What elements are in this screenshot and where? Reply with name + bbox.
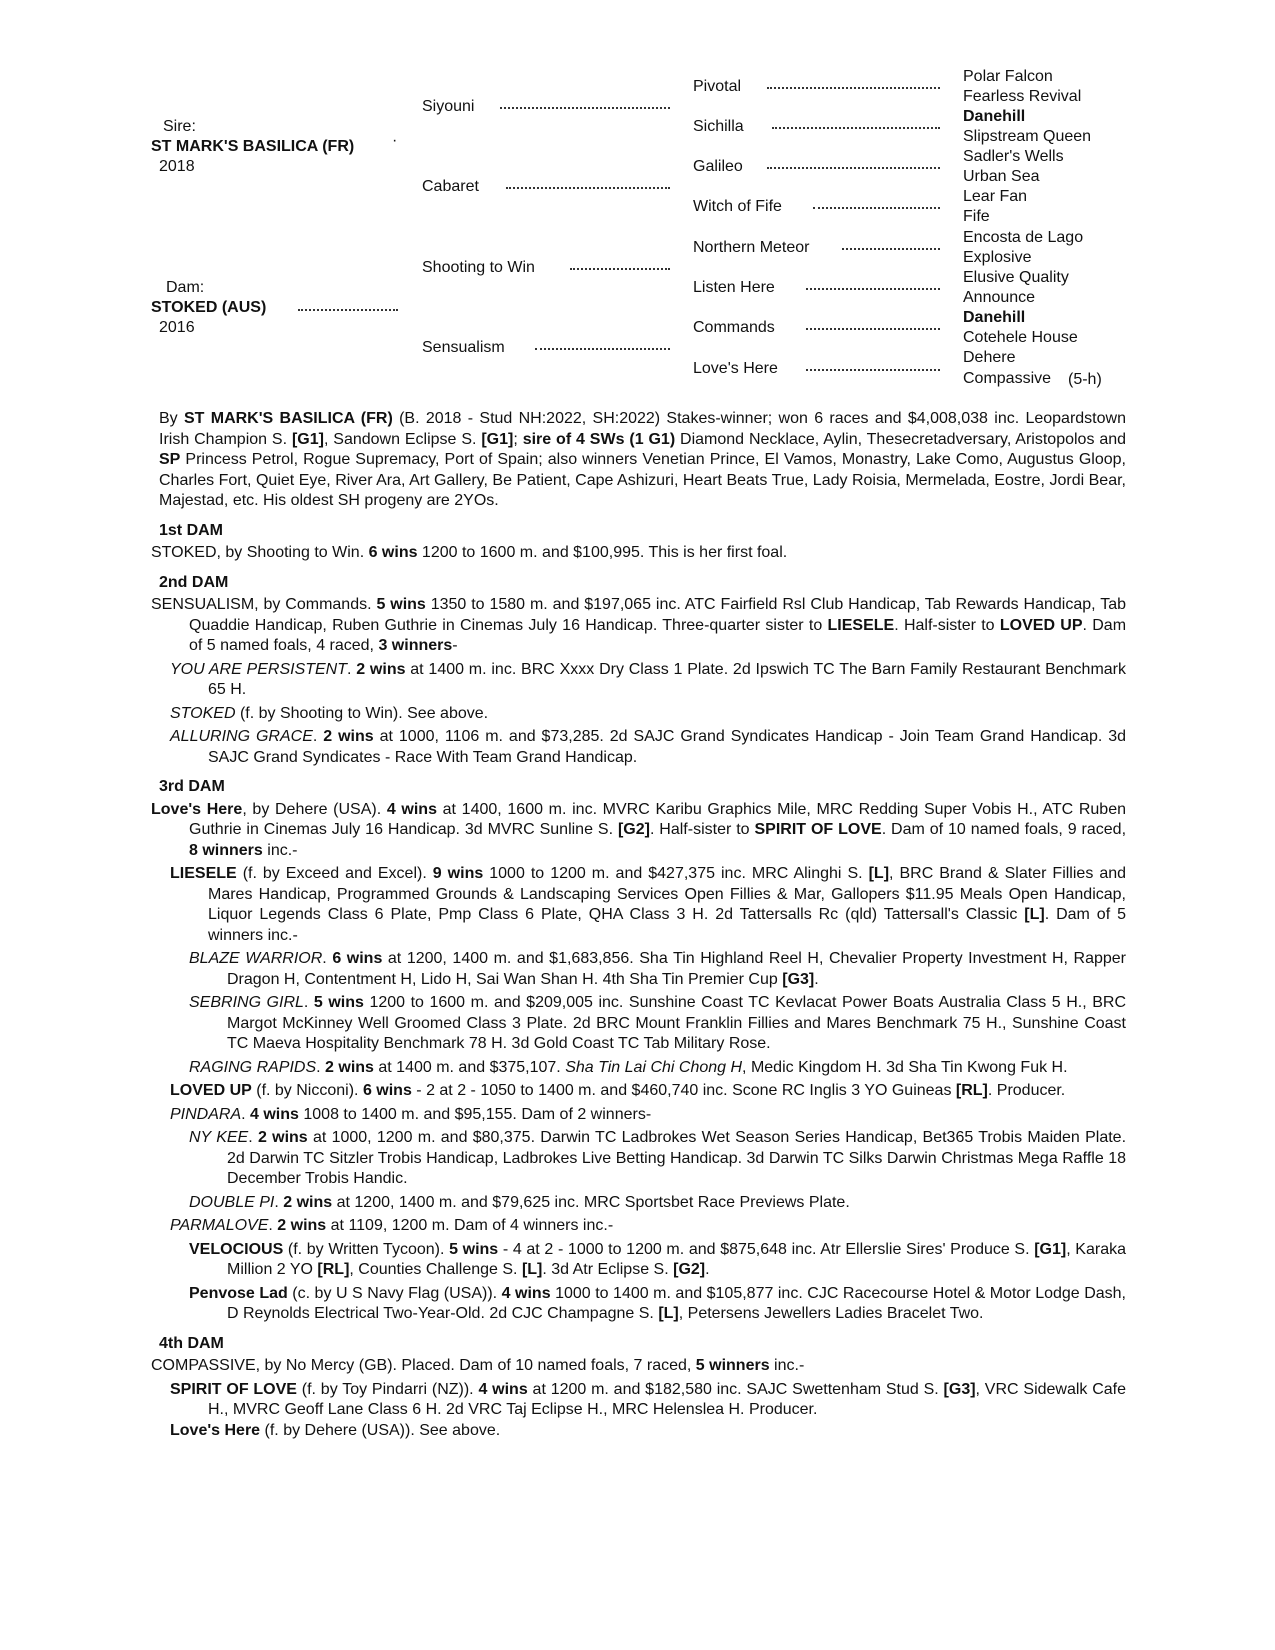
produce-record: NY KEE. 2 wins at 1000, 1200 m. and $80,375. Darwin TC Ladbrokes Wet Season Series Handicap, Bet365 Trobis Maiden Plate. 2d Darwin TC Sitzler Trobis Handicap, Ladbrokes Live Betting Handicap. 3d Darwin TC Silks Darwin Christmas Mega Raffle 18 December Trobis Handic. [189,1129,1127,1187]
gen3-leader-dots [772,125,940,129]
sire-paragraph: By ST MARK'S BASILICA (FR) (B. 2018 - Stud NH:2022, SH:2022) Stakes-winner; won 6 races and $4,008,038 inc. Leopardstown Irish Champion S. [G1], Sandown Eclipse S. [G1]; sire of 4 SWs (1 G1) Diamond Necklace, Aylin, Thesecretadversary, Aristopolos and SP Princess Petrol, Rogue Supremacy, Port of Spain; also winners Venetian Prince, El Vamos, Monastry, Lake Como, Augustus Gloop, Charles Fort, Quiet Eye, River Ara, Art Gallery, Be Patient, Cape Ashizuri, Heart Beats True, Lady Roisia, Mermelada, Eostre, Jordi Bear, Majestad, etc. His oldest SH progeny are 2YOs. [159,410,1127,509]
gen2-shooting-to-win: Shooting to Win [422,259,535,276]
gen4-elusive-quality: Elusive Quality [963,269,1069,286]
gen4-lear-fan: Lear Fan [963,188,1028,205]
produce-record: SPIRIT OF LOVE (f. by Toy Pindarri (NZ)). 4 wins at 1200 m. and $182,580 inc. SAJC Swettenham Stud S. [G3], VRC Sidewalk Cafe H., MVRC Geoff Lane Class 6 H. 2d VRC Taj Eclipse H., MRC Helenslea H. Producer. [170,1380,1127,1418]
produce-record: PARMALOVE. 2 wins at 1109, 1200 m. Dam of 4 winners inc.- [170,1217,614,1234]
produce-record: RAGING RAPIDS. 2 wins at 1400 m. and $375,107. Sha Tin Lai Chi Chong H, Medic Kingdom H. 3d Sha Tin Kwong Fuk H. [189,1058,1068,1076]
gen3-pivotal: Pivotal [693,78,742,95]
gen4-danehill: Danehill [963,108,1026,125]
gen3-loves-here: Love's Here [693,360,778,377]
first-dam-paragraph: STOKED, by Shooting to Win. 6 wins 1200 to 1600 m. and $100,995. This is her first foal. [151,544,788,561]
fourth-dam-heading: 4th DAM [159,1334,224,1352]
produce-record: LIESELE (f. by Exceed and Excel). 9 wins 1000 to 1200 m. and $427,375 inc. MRC Alinghi S. [L], BRC Brand & Slater Fillies and Mares Handicap, Programmed Grounds & Landscaping Services Open Fillies & Mar, Gallopers $11.95 Meals Open Handicap, Liquor Legends Class 6 Plate, Pmp Class 6 Plate, QHA Class 3 H. 2d Tattersalls Rc (qld) Tattersall's Classic [L]. Dam of 5 winners inc.- [170,865,1127,944]
produce-record: Penvose Lad (c. by U S Navy Flag (USA)). 4 wins 1000 to 1400 m. and $105,877 inc. CJC Racecourse Hotel & Motor Lodge Dash, D Reynolds Electrical Two-Year-Old. 2d CJC Champagne S. [L], Petersens Jewellers Ladies Bracelet Two. [189,1284,1127,1322]
gen4-polar-falcon: Polar Falcon [963,68,1053,85]
third-dam-paragraph: Love's Here, by Dehere (USA). 4 wins at 1400, 1600 m. inc. MVRC Karibu Graphics Mile, MRC Redding Super Vobis H., ATC Ruben Guthrie in Cinemas July 16 Handicap. 3d MVRC Sunline S. [G2]. Half-sister to SPIRIT OF LOVE. Dam of 10 named foals, 9 raced, 8 winners inc.- [151,800,1127,859]
gen2-cabaret: Cabaret [422,178,479,195]
gen4-explosive: Explosive [963,249,1032,266]
pedigree-table [0,0,1275,400]
dam-year: 2016 [159,319,195,336]
dam-leader-dots [298,307,398,311]
produce-record: VELOCIOUS (f. by Written Tycoon). 5 wins - 4 at 2 - 1000 to 1200 m. and $875,648 inc. Atr Ellerslie Sires' Produce S. [G1], Karaka Million 2 YO [RL], Counties Challenge S. [L]. 3d Atr Eclipse S. [G2]. [189,1240,1126,1278]
gen4-dehere: Dehere [963,349,1016,366]
gen2-leader-dots [535,346,670,350]
produce-record: BLAZE WARRIOR. 6 wins at 1200, 1400 m. and $1,683,856. Sha Tin Highland Reel H, Chevalier Property Investment H, Rapper Dragon H, Contentment H, Lido H, Sai Wan Shan H. 4th Sha Tin Premier Cup [G3]. [189,950,1127,988]
sire-dot: · [392,132,398,149]
sire-year: 2018 [159,158,195,175]
produce-record: DOUBLE PI. 2 wins at 1200, 1400 m. and $79,625 inc. MRC Sportsbet Race Previews Plate. [189,1193,850,1211]
gen3-leader-dots [806,326,940,330]
gen4-fearless-revival: Fearless Revival [963,88,1082,105]
sire-label: Sire: [163,118,196,135]
gen3-northern-meteor: Northern Meteor [693,239,810,256]
gen2-leader-dots [570,266,670,270]
fourth-dam-paragraph: COMPASSIVE, by No Mercy (GB). Placed. Dam of 10 named foals, 7 raced, 5 winners inc.- [151,1357,805,1374]
produce-record: PINDARA. 4 wins 1008 to 1400 m. and $95,155. Dam of 2 winners- [170,1105,652,1123]
gen4-encosta-de-lago: Encosta de Lago [963,229,1084,246]
second-dam-paragraph: SENSUALISM, by Commands. 5 wins 1350 to 1580 m. and $197,065 inc. ATC Fairfield Rsl Club Handicap, Tab Rewards Handicap, Tab Quaddie Handicap, Ruben Guthrie in Cinemas July 16 Handicap. Three-quarter sister to LIESELE. Half-sister to LOVED UP. Dam of 5 named foals, 4 raced, 3 winners- [151,596,1127,654]
produce-record: YOU ARE PERSISTENT. 2 wins at 1400 m. inc. BRC Xxxx Dry Class 1 Plate. 2d Ipswich TC The Barn Family Restaurant Benchmark 65 H. [170,660,1127,698]
third-dam-heading: 3rd DAM [159,778,225,795]
gen3-leader-dots [767,165,940,169]
gen3-commands: Commands [693,319,775,336]
produce-record: STOKED (f. by Shooting to Win). See above. [170,704,489,722]
gen2-sensualism: Sensualism [422,339,505,356]
gen2-leader-dots [506,185,670,189]
gen4-sadlers-wells: Sadler's Wells [963,148,1064,165]
gen3-leader-dots [842,246,940,250]
gen4-cotehele-house: Cotehele House [963,329,1078,346]
gen4-danehill-2: Danehill [963,309,1026,326]
gen4-compassive: Compassive [963,370,1052,387]
gen3-listen-here: Listen Here [693,279,775,296]
first-dam-heading: 1st DAM [159,521,224,539]
gen3-witch-of-fife: Witch of Fife [693,198,782,215]
inbreeding-note: (5-h) [1068,371,1102,388]
gen3-leader-dots [767,85,940,89]
gen4-announce: Announce [963,289,1036,306]
gen3-leader-dots [806,286,940,290]
catalogue-text [151,409,1126,1441]
gen2-leader-dots [500,105,670,109]
gen4-urban-sea: Urban Sea [963,168,1040,185]
gen3-galileo: Galileo [693,158,743,175]
sire-name: ST MARK'S BASILICA (FR) [151,138,355,155]
produce-record: SEBRING GIRL. 5 wins 1200 to 1600 m. and $209,005 inc. Sunshine Coast TC Kevlacat Power Boats Australia Class 5 H., BRC Margot McKinney Well Groomed Class 3 Plate. 2d BRC Mount Franklin Fillies and Mares Benchmark 75 H., Sunshine Coast TC Maeva Hospitality Benchmark 78 H. 3d Gold Coast TC Tab Military Rose. [189,994,1127,1052]
dam-label: Dam: [166,279,205,296]
produce-record: LOVED UP (f. by Nicconi). 6 wins - 2 at 2 - 1050 to 1400 m. and $460,740 inc. Scone RC Inglis 3 YO Guineas [RL]. Producer. [170,1082,1066,1099]
gen2-siyouni: Siyouni [422,98,475,115]
sire-paragraph-name: ST MARK'S BASILICA (FR) [183,410,393,427]
gen4-slipstream-queen: Slipstream Queen [963,128,1092,145]
produce-record: Love's Here (f. by Dehere (USA)). See above. [170,1421,501,1439]
dam-name: STOKED (AUS) [151,299,267,316]
gen3-leader-dots [813,205,940,209]
gen3-leader-dots [806,367,940,371]
second-dam-heading: 2nd DAM [159,573,229,591]
produce-record: ALLURING GRACE. 2 wins at 1000, 1106 m. and $73,285. 2d SAJC Grand Syndicates Handicap - Join Team Grand Handicap. 3d SAJC Grand Syndicates - Race With Team Grand Handicap. [170,728,1127,766]
gen4-fife: Fife [963,208,990,225]
gen3-sichilla: Sichilla [693,118,744,135]
